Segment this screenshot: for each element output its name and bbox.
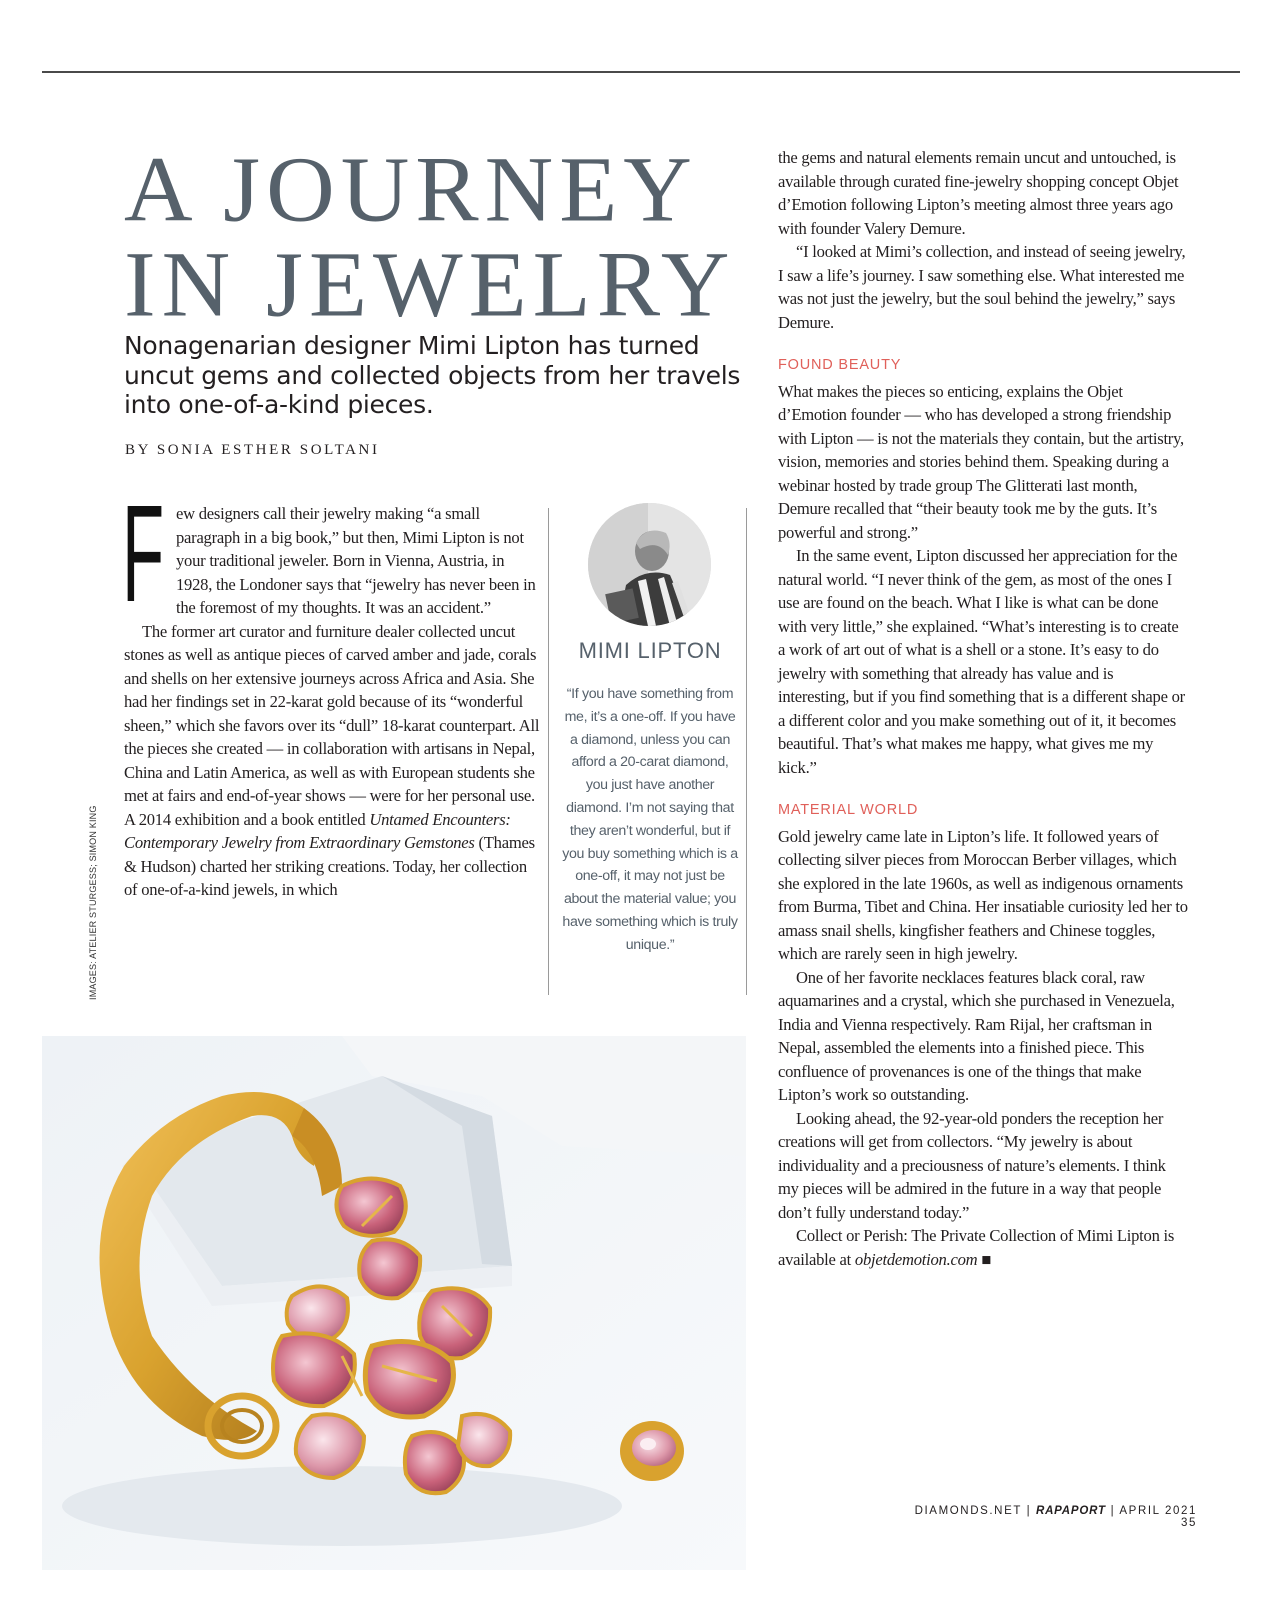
website-link[interactable]: objetdemotion.com bbox=[854, 1249, 978, 1269]
headline bbox=[124, 137, 774, 336]
page-footer bbox=[897, 1505, 1197, 1529]
subhead-found-beauty: FOUND BEAUTY bbox=[778, 357, 902, 373]
necklace-illustration bbox=[42, 1036, 746, 1570]
footer-separator-2: | bbox=[1110, 1505, 1116, 1517]
headline-line-1: A JOURNEY bbox=[124, 137, 698, 241]
paragraph-3: the gems and natural elements remain uncut and untouched, is available through curated fine-jewelry shopping concept Objet d’Emotion following Lipton’s meeting almost three years ago with founder Valery Demure. bbox=[778, 148, 1179, 238]
photo-credit: IMAGES: ATELIER STURGESS; SIMON KING bbox=[88, 805, 98, 1000]
top-rule bbox=[42, 71, 1240, 73]
jewelry-photo bbox=[42, 1036, 746, 1570]
sidebar-divider-left bbox=[548, 508, 549, 995]
body-column-1 bbox=[122, 477, 542, 902]
avatar bbox=[588, 503, 711, 626]
paragraph-10-text: Collect or Perish: The Private Collection of Mimi Lipton is available at bbox=[778, 1226, 1175, 1269]
paragraph-10 bbox=[778, 1224, 1188, 1271]
dek: Nonagenarian designer Mimi Lipton has turned uncut gems and collected objects from her travels into one-of-a-kind pieces. bbox=[124, 331, 741, 419]
paragraph-1 bbox=[122, 477, 542, 631]
paragraph-9: Looking ahead, the 92-year-old ponders the reception her creations will get from collectors. “My jewelry is about individuality and a preciousness of nature’s elements. I think my pieces will be admired in the future in a way that people don’t fully understand today.” bbox=[778, 1108, 1166, 1222]
paragraph-2-text-a: The former art curator and furniture dealer collected uncut stones as well as antique pieces of carved amber and jade, corals and shells on her extensive journeys across Africa and Asia. She had her findings set in 22-karat gold because of its “wonderful sheen,” which she favors over its “dull” 18-karat counterpart. All the pieces she created — in collaboration with artisans in Nepal, China and Latin America, as well as with European students she met at fairs and end-of-year shows — were for her personal use. A 2014 exhibition and a book entitled bbox=[124, 621, 540, 829]
footer-separator-1: | bbox=[1026, 1505, 1032, 1517]
paragraph-8: One of her favorite necklaces features black coral, raw aquamarines and a crystal, which she purchased in Venezuela, India and Vienna respectively. Ram Rijal, her craftsman in Nepal, assembled the elements into a finished piece. This confluence of provenances is one of the things that make Lipton’s work so outstanding. bbox=[778, 967, 1175, 1104]
paragraph-2-text-b: (Thames & Hudson) charted her striking creations. Today, her collection of one-of-a-kind jewels, in which bbox=[124, 833, 535, 899]
footer-site: DIAMONDS.NET bbox=[914, 1505, 1022, 1517]
paragraph-1-text: ew designers call their jewelry making “a small paragraph in a big book,” but then, Mimi Lipton is not your traditional jeweler. Born in Vienna, Austria, in 1928, the Londoner says that “jewelry has never been in the foremost of my thoughts. It was an accident.” bbox=[176, 504, 536, 617]
paragraph-6: In the same event, Lipton discussed her appreciation for the natural world. “I never think of the gem, as most of the ones I use are found on the beach. What I like is what can be done with very little,” she explained. “What’s interesting is to create a work of art out of what is a shell or a stone. It’s easy to do jewelry with something that already has value and is interesting, but if you find something that is a different shape or a different color and you make something out of it, it becomes beautiful. That’s what makes me happy, what gives me my kick.” bbox=[778, 546, 1185, 777]
footer-brand: RAPAPORT bbox=[1035, 1505, 1106, 1517]
paragraph-7: Gold jewelry came late in Lipton’s life. It followed years of collecting silver pieces from Moroccan Berber villages, which she explored in the late 1960s, as well as indigenous ornaments from Burma, Tibet and China. Her insatiable curiosity led her to amass snail shells, kingfisher feathers and Chinese toggles, which are rarely seen in high jewelry. bbox=[778, 826, 1188, 963]
byline: BY SONIA ESTHER SOLTANI bbox=[125, 442, 380, 458]
book-title: Untamed Encounters: Contemporary Jewelry from Extraordinary Gemstones bbox=[124, 809, 511, 852]
body-column-2 bbox=[778, 146, 1188, 1271]
page-number: 35 bbox=[1181, 1517, 1197, 1529]
drop-cap: F bbox=[122, 477, 165, 631]
paragraph-5: What makes the pieces so enticing, explains the Objet d’Emotion founder — who has developed a strong friendship with Lipton — is not the materials they contain, but the artistry, vision, memories and stories behind them. Speaking during a webinar hosted by trade group The Glitterati last month, Demure recalled that “their beauty took me by the guts. It’s powerful and strong.” bbox=[778, 381, 1184, 542]
portrait-photo bbox=[588, 503, 711, 626]
paragraph-2 bbox=[124, 620, 542, 902]
sidebar-name: MIMI LIPTON bbox=[578, 638, 722, 663]
headline-line-2: IN JEWELRY bbox=[124, 232, 736, 336]
footer-issue: APRIL 2021 bbox=[1119, 1505, 1197, 1517]
sidebar-quote: “If you have something from me, it’s a one-off. If you have a diamond, unless you can afford a 20-carat diamond, you just have another diamond. I’m not saying that they aren’t wonderful, but if you buy something which is a one-off, it may not just be about the material value; you have something which is truly unique.” bbox=[562, 686, 738, 953]
end-mark: ■ bbox=[981, 1249, 992, 1269]
sidebar-divider-right bbox=[746, 508, 747, 995]
paragraph-4: “I looked at Mimi’s collection, and instead of seeing jewelry, I saw a life’s journey. I saw something else. What interested me was not just the jewelry, but the soul behind the jewelry,” says Demure. bbox=[778, 242, 1186, 332]
subhead-material-world: MATERIAL WORLD bbox=[778, 802, 919, 818]
